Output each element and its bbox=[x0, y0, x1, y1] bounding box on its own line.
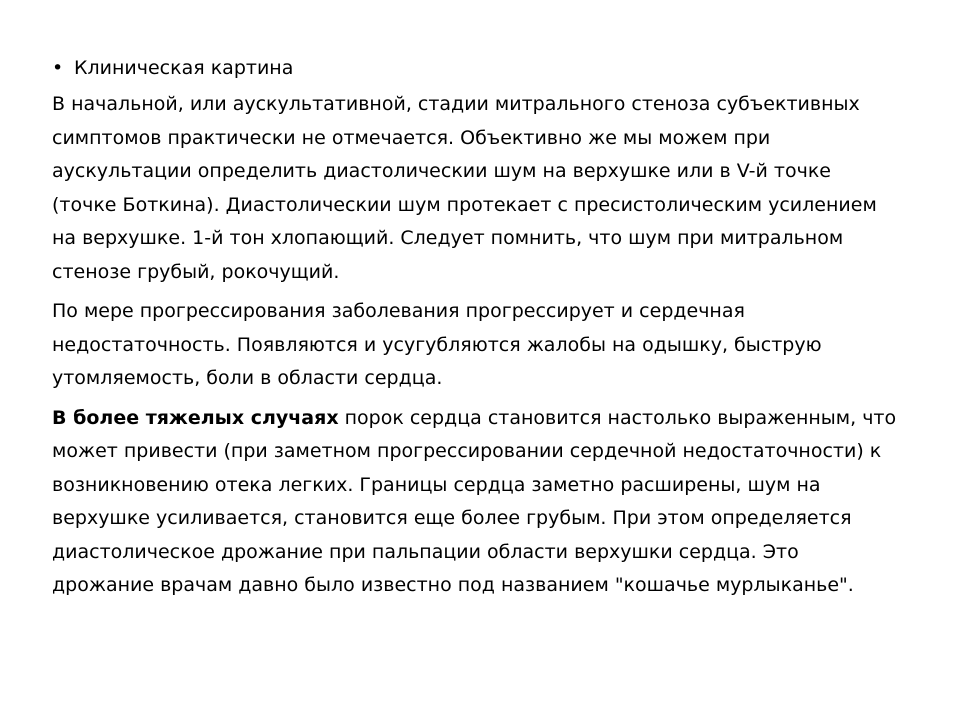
paragraph-progression bbox=[52, 295, 900, 396]
bullet-mark: • bbox=[52, 57, 64, 79]
paragraph-auscultative-stage bbox=[52, 88, 900, 289]
paragraph-bold-lead: В более тяжелых случаях bbox=[52, 406, 339, 429]
section-heading: Клиническая картина bbox=[74, 57, 294, 79]
paragraph-text: В начальной, или аускультативной, стадии митрального стеноза субъективных симптомов практически не отмечается. Объективно же мы можем при аускультации определить диастолическии шум на верхушке или в V-й точке (точке Боткина). Диастолическии шум протекает с пресистолическим усилением на верхушке. 1-й тон хлопающий. Следует помнить, что шум при митральном стенозе грубый, рокочущий. bbox=[52, 93, 877, 283]
paragraph-severe-cases bbox=[52, 402, 900, 603]
paragraph-text: По мере прогрессирования заболевания прогрессирует и сердечная недостаточность. Появляются и усугубляются жалобы на одышку, быструю утомляемость, боли в области сердца. bbox=[52, 300, 822, 389]
paragraph-text: порок сердца становится настолько выраженным, что может привести (при заметном прогрессировании сердечной недостаточности) к возникновению отека легких. Границы сердца заметно расширены, шум на верхушке усиливается, становится еще более грубым. При этом определяется диастолическое дрожание при пальпации области верхушки сердца. Это дрожание врачам давно было известно под названием "кошачье мурлыканье". bbox=[52, 406, 897, 596]
bullet-item bbox=[52, 52, 900, 84]
